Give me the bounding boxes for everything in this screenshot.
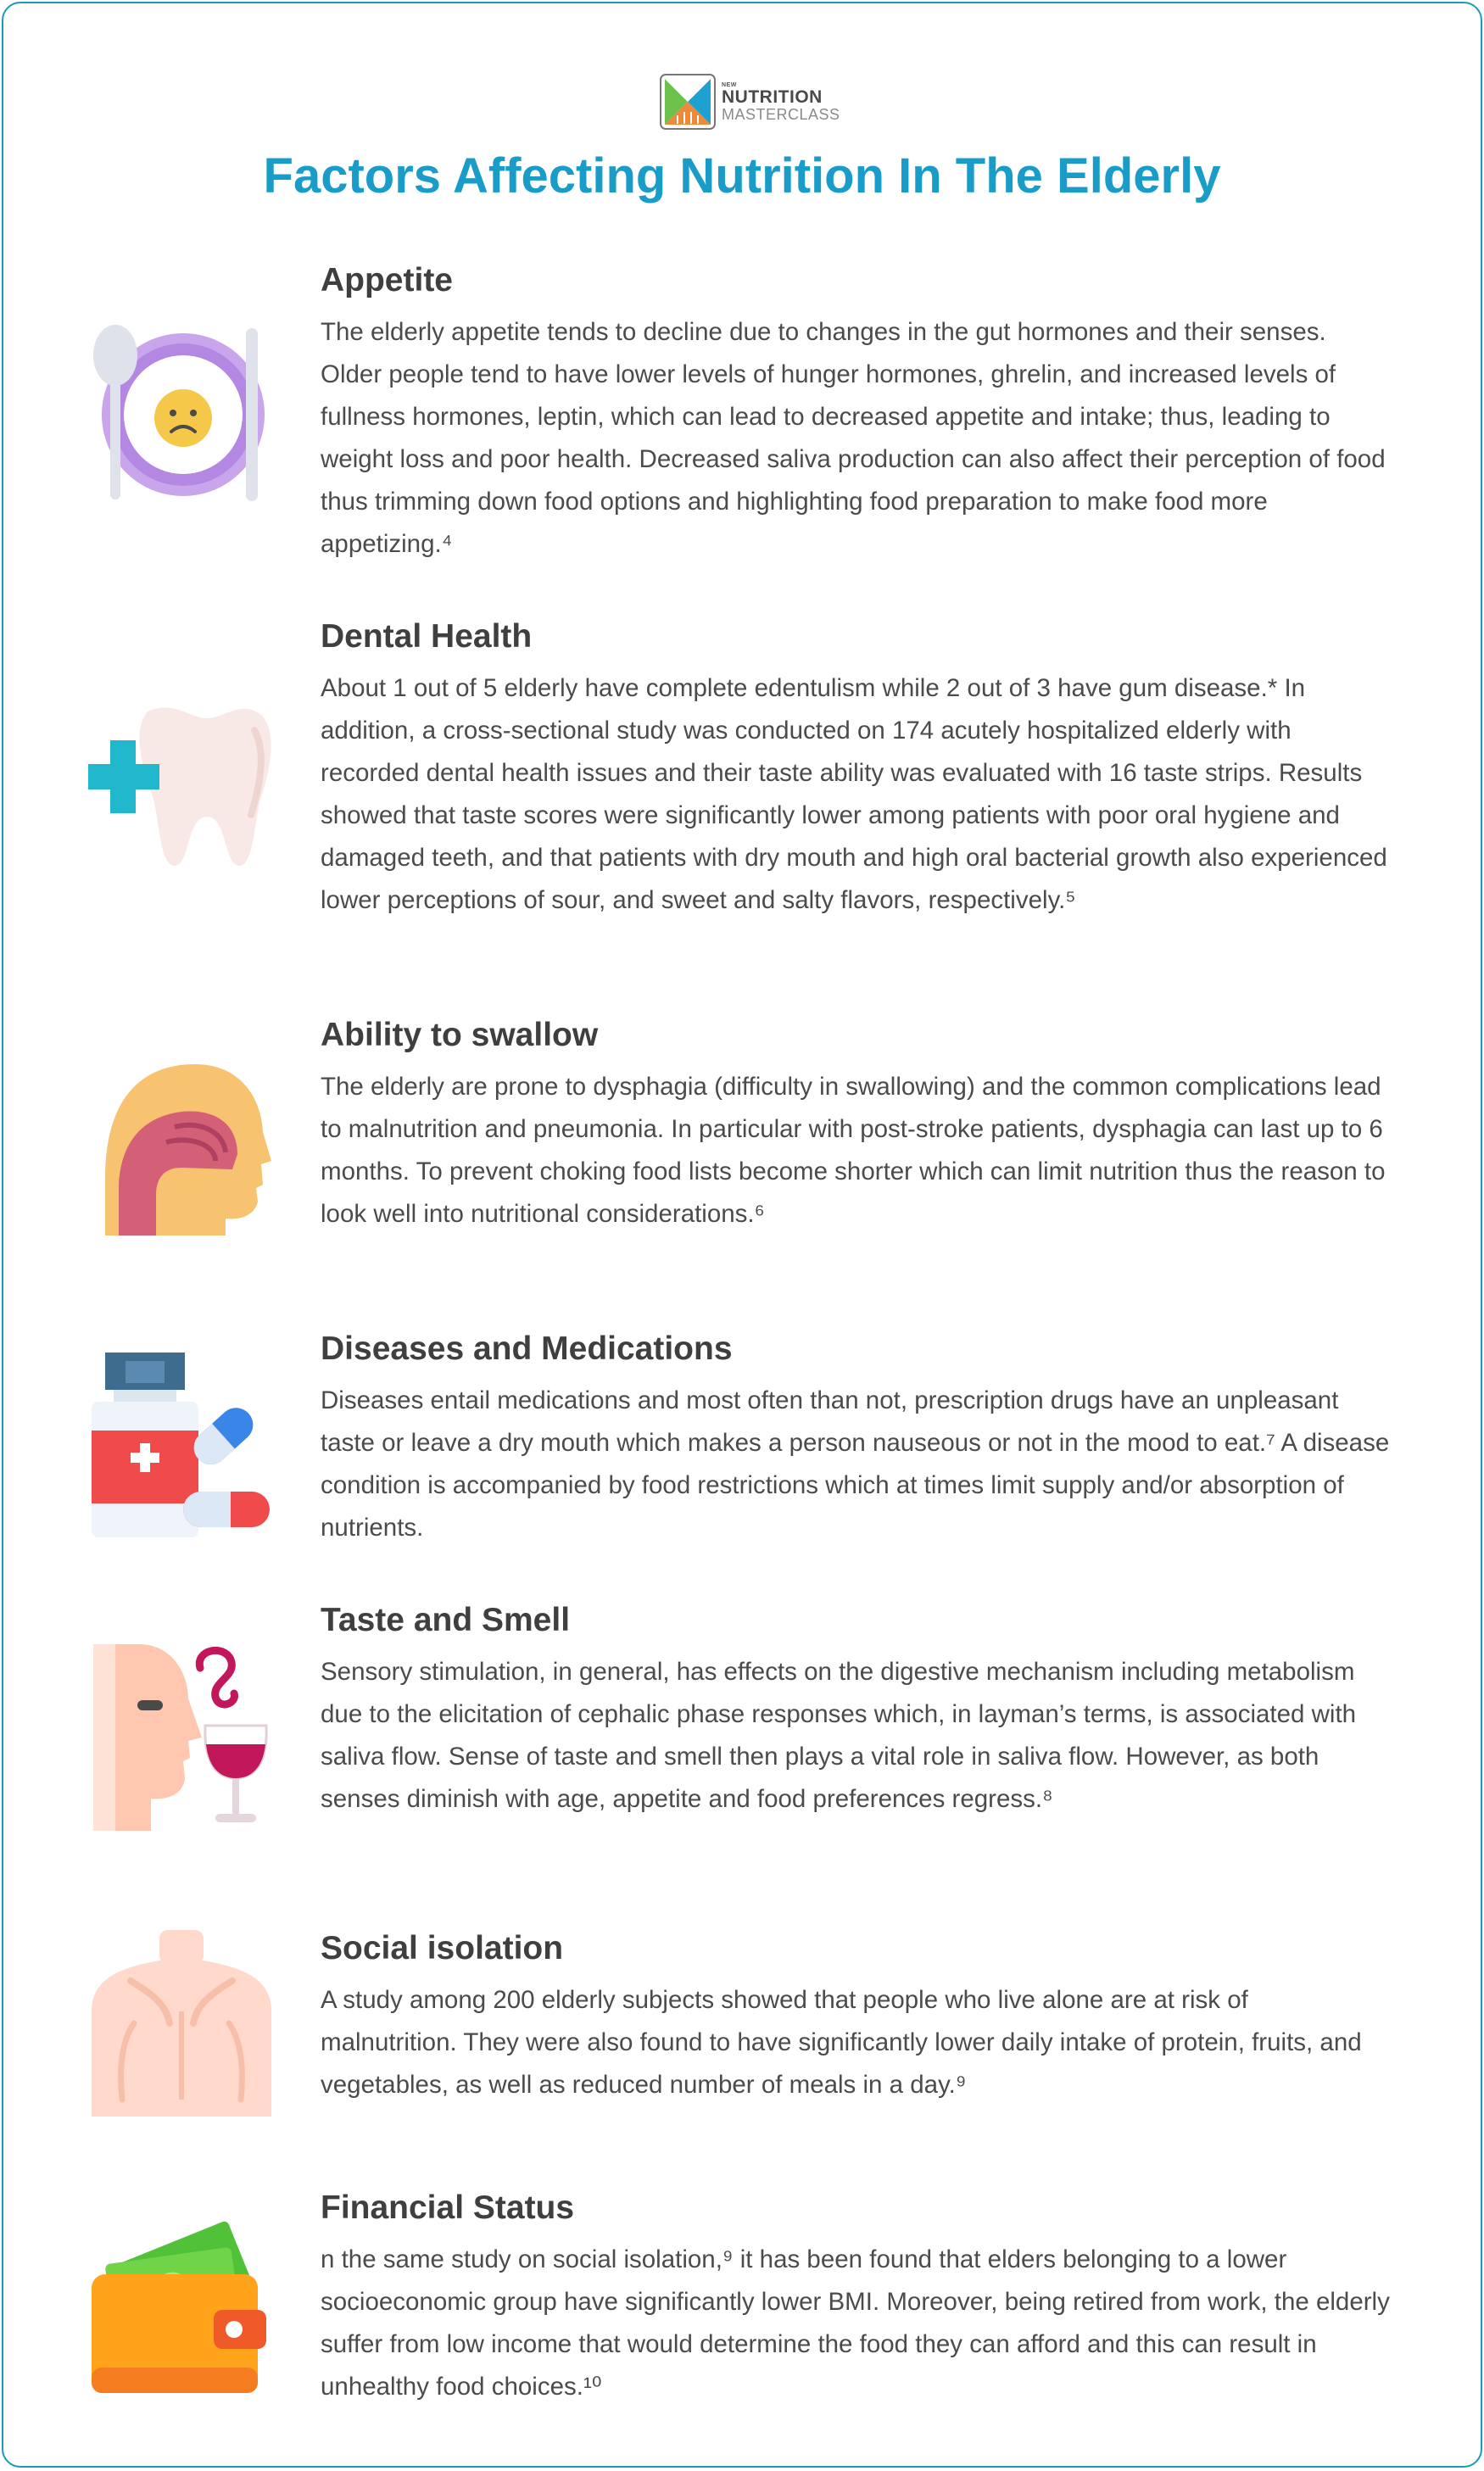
section-text: The elderly appetite tends to decline due to changes in the gut hormones and their senses. Older people tend to have lower levels of hunger hormones, ghrelin, and increased levels of fullness hormones, leptin, which can lead to decreased appetite and intake; thus, leading to weight loss and poor health. Decreased saliva production can also affect their perception of food thus trimming down food options and highlighting food preparation to make food more appetizing.⁴ xyxy=(321,318,1386,558)
section-heading: Dental Health xyxy=(321,618,533,655)
logo xyxy=(659,71,840,132)
section-text: The elderly are prone to dysphagia (difficulty in swallowing) and the common complications lead to malnutrition and pneumonia. In particular with post-stroke patients, dysphagia can last up to 6 months. To prevent choking food lists become shorter which can limit nutrition thus the reason to look well into nutritional considerations.⁶ xyxy=(321,1073,1386,1228)
head-throat-icon xyxy=(88,1059,275,1246)
human-body-icon xyxy=(88,1930,275,2117)
section-text: Sensory stimulation, in general, has effects on the digestive mechanism including metabolism due to the elicitation of cephalic phase responses which, in layman’s terms, is associated with saliva flow. Sense of taste and smell then plays a vital role in saliva flow. However, as both senses diminish with age, appetite and food preferences regress.⁸ xyxy=(321,1658,1357,1813)
section-text: Diseases entail medications and most often than not, prescription drugs have an unpleasant taste or leave a dry mouth which makes a person nauseous or not in the mood to eat.⁷ A disease condition is accompanied by food restrictions which at times limit supply and/or absorption of nutrients. xyxy=(321,1386,1390,1542)
section-heading: Social isolation xyxy=(321,1930,564,1966)
section-text: About 1 out of 5 elderly have complete edentulism while 2 out of 3 have gum disease.* In addition, a cross-sectional study was conducted on 174 acutely hospitalized elderly with recorded dental health issues and their taste ability was evaluated with 16 taste strips. Results showed that taste scores were significantly lower among patients with poor oral hygiene and damaged teeth, and that patients with dry mouth and high oral bacterial growth also experienced lower perceptions of sour, and sweet and salty flavors, respectively.⁵ xyxy=(321,674,1387,914)
infographic-page xyxy=(2,2,1482,2468)
logo-brand-line1: NUTRITION xyxy=(722,86,823,107)
section-heading: Diseases and Medications xyxy=(321,1330,733,1367)
plate-sad-face-icon xyxy=(88,321,275,508)
face-smell-wine-icon xyxy=(88,1644,275,1831)
logo-small-text: NEW xyxy=(722,81,737,88)
section-text: n the same study on social isolation,⁹ it has been found that elders belonging to a lower socioeconomic group have significantly lower BMI. Moreover, being retired from work, the elderly suffer from low income that would determine the food they can afford and this can result in unhealthy food choices.¹⁰ xyxy=(321,2245,1390,2401)
section-heading: Taste and Smell xyxy=(321,1602,571,1638)
medicine-bottle-pills-icon xyxy=(88,1353,275,1539)
section-heading: Ability to swallow xyxy=(321,1017,599,1053)
section-heading: Appetite xyxy=(321,262,453,298)
tooth-cross-icon xyxy=(88,696,275,883)
wallet-money-icon xyxy=(88,2215,275,2401)
logo-brand-line2: MASTERCLASS xyxy=(722,105,840,123)
section-heading: Financial Status xyxy=(321,2189,575,2226)
nutrition-masterclass-logo-icon xyxy=(659,73,717,131)
page-title: Factors Affecting Nutrition In The Elderly xyxy=(263,148,1221,204)
section-text: A study among 200 elderly subjects showed that people who live alone are at risk of malnutrition. They were also found to have significantly lower daily intake of protein, fruits, and vegetables, as well as reduced number of meals in a day.⁹ xyxy=(321,1986,1362,2099)
